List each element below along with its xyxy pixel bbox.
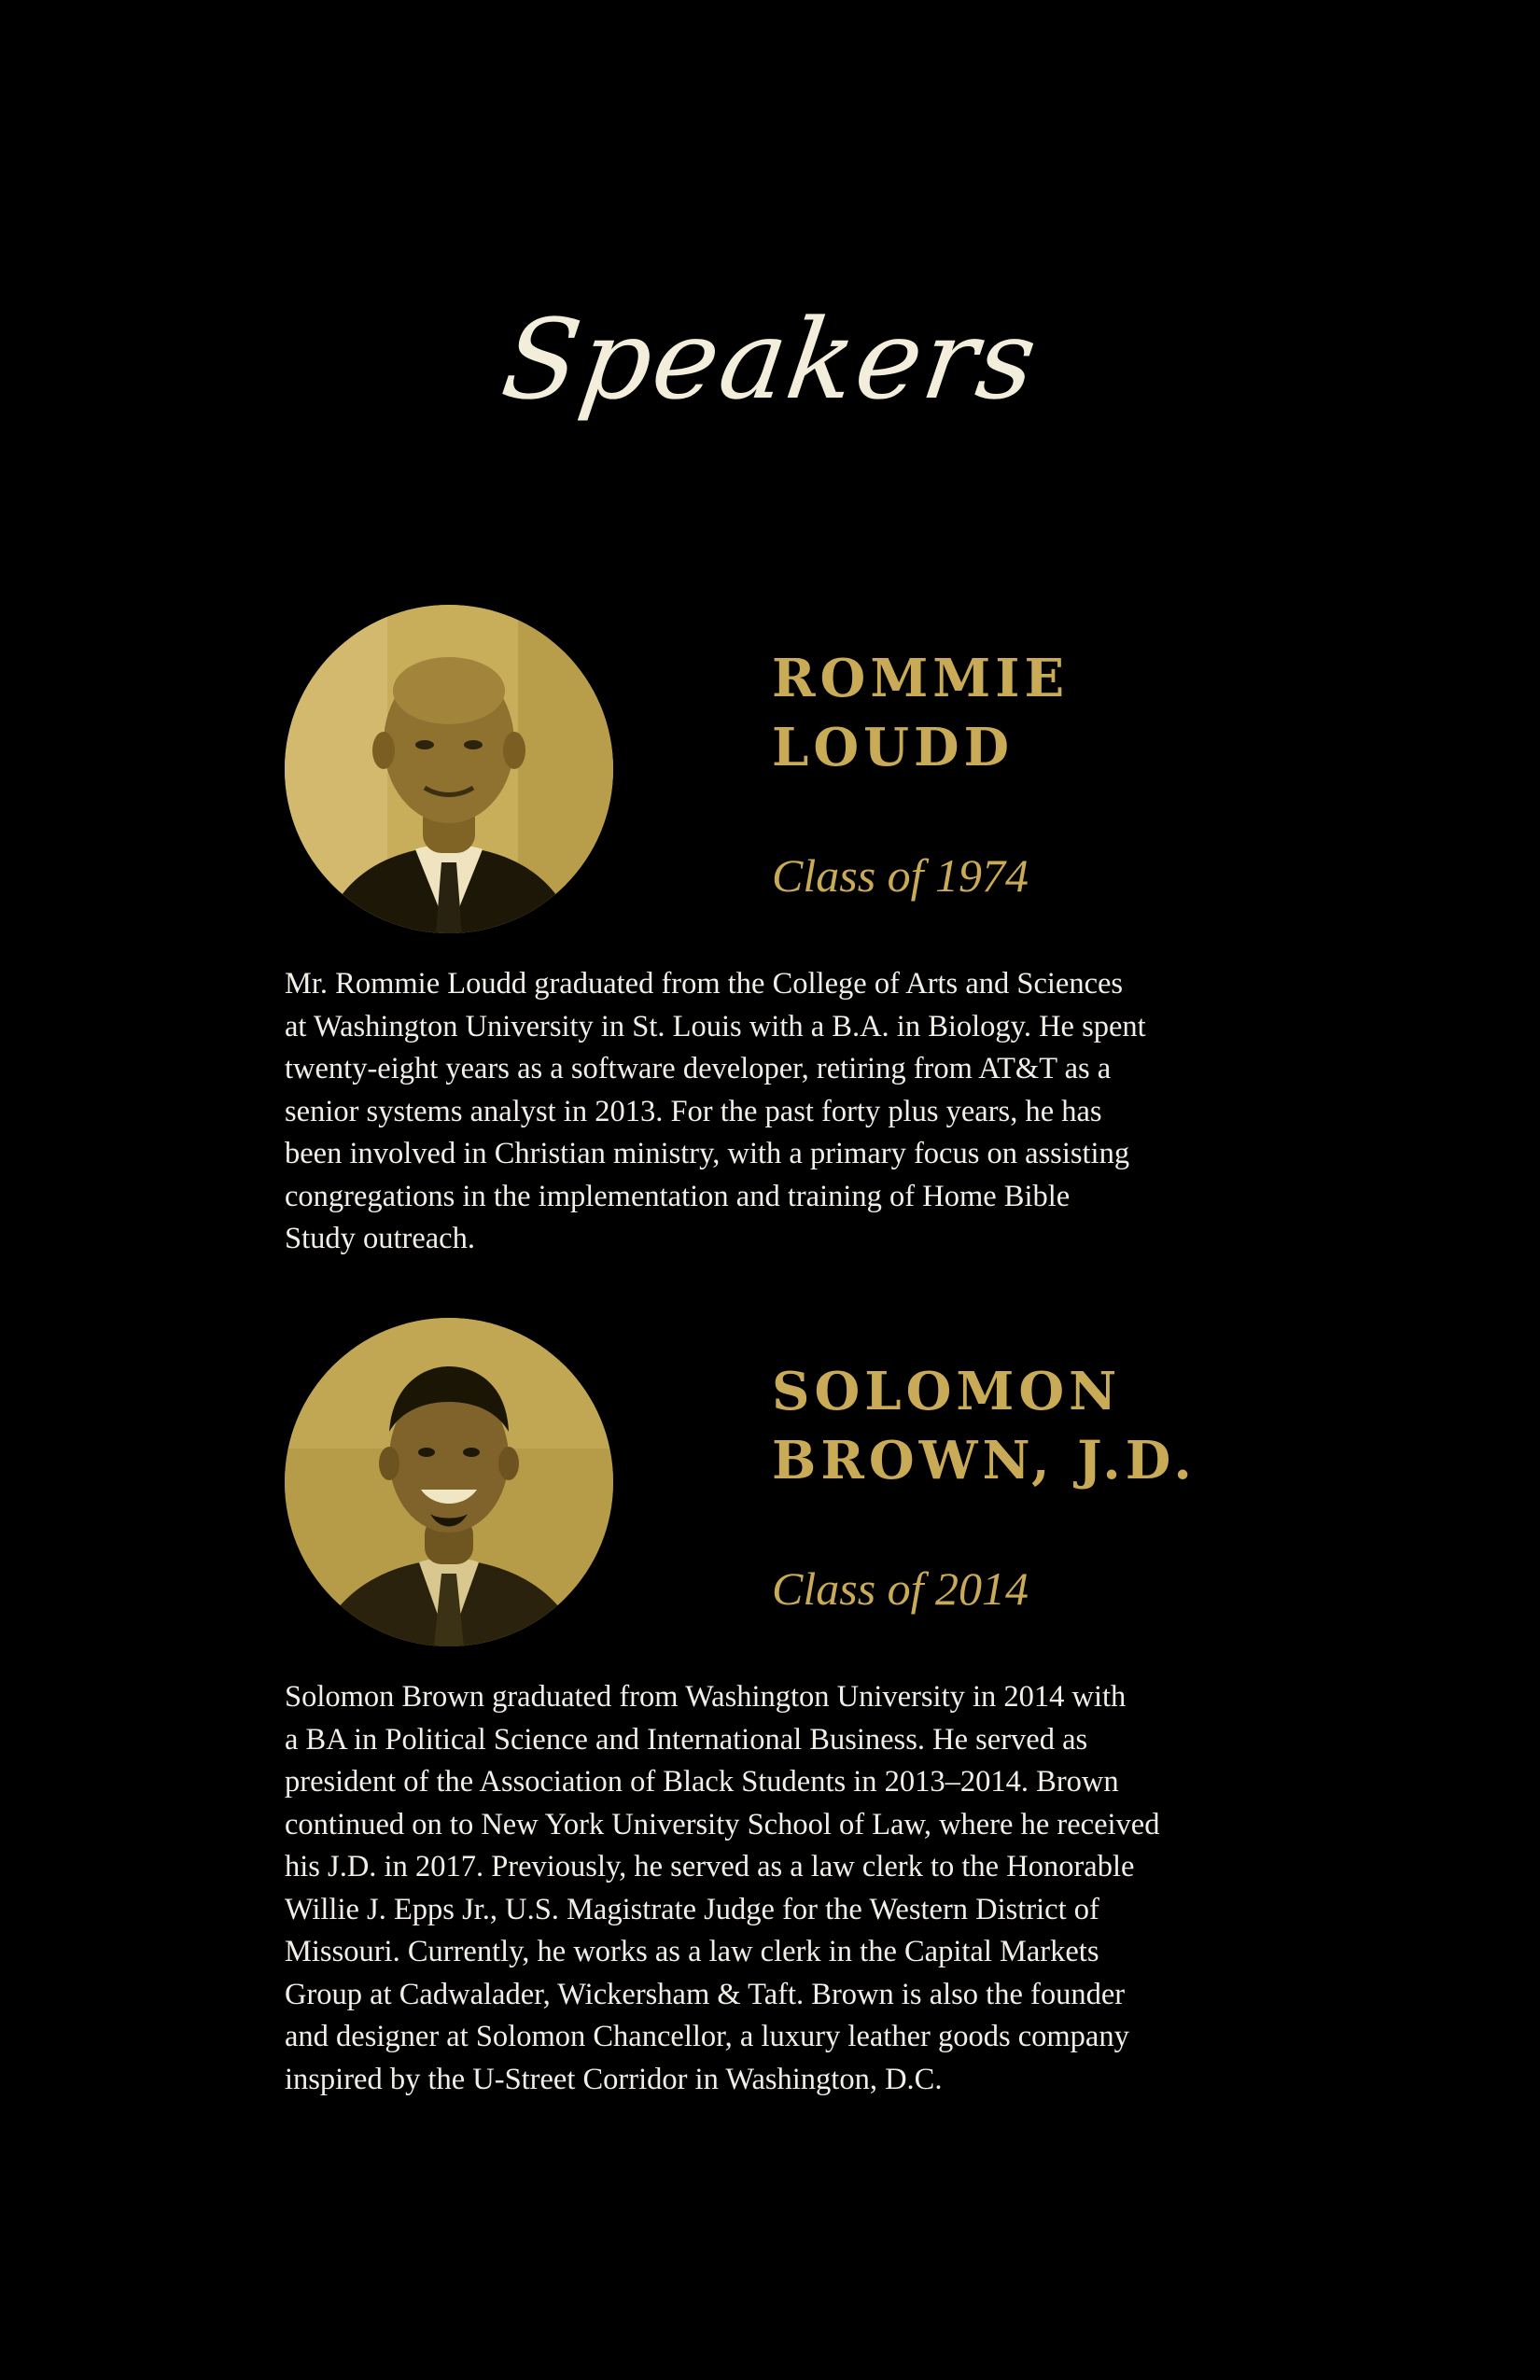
page-title: Speakers: [494, 295, 1046, 424]
bio-line: president of the Association of Black Students in 2013–2014. Brown: [285, 1765, 1119, 1799]
page-title-wrap: [0, 280, 1540, 448]
portrait-icon: [285, 605, 613, 933]
bio-line: been involved in Christian ministry, with a primary focus on assisting: [285, 1137, 1130, 1170]
bio-line: Missouri. Currently, he works as a law clerk in the Capital Markets: [285, 1935, 1099, 1968]
bio-line: twenty-eight years as a software developer, retiring from AT&T as a: [285, 1052, 1112, 1085]
speaker-name-line-2: BROWN, J.D.: [772, 1430, 1197, 1491]
bio-line: inspired by the U-Street Corridor in Washington, D.C.: [285, 2062, 943, 2096]
bio-line: Solomon Brown graduated from Washington University in 2014 with: [285, 1680, 1127, 1714]
portrait-icon: [285, 1318, 613, 1646]
speaker-name-line-1: ROMMIE: [772, 648, 1070, 709]
speaker-name: [772, 1357, 1257, 1495]
speaker-photo: [285, 1318, 613, 1646]
bio-line: Mr. Rommie Loudd graduated from the College of Arts and Sciences: [285, 967, 1124, 1001]
speaker-bio: [285, 963, 1255, 1261]
bio-line: congregations in the implementation and training of Home Bible: [285, 1179, 1071, 1213]
bio-line: at Washington University in St. Louis with a B.A. in Biology. He spent: [285, 1009, 1146, 1043]
speaker-class-year: Class of 1974: [772, 849, 1029, 902]
speaker-bio: [285, 1676, 1255, 2101]
speaker-name-line-1: SOLOMON: [772, 1361, 1122, 1422]
bio-line: continued on to New York University School of Law, where he received: [285, 1807, 1160, 1841]
bio-line: his J.D. in 2017. Previously, he served as a law clerk to the Honorable: [285, 1850, 1135, 1883]
bio-line: senior systems analyst in 2013. For the past forty plus years, he has: [285, 1094, 1102, 1128]
speaker-name-line-2: LOUDD: [772, 717, 1015, 778]
bio-line: and designer at Solomon Chancellor, a luxury leather goods company: [285, 2020, 1129, 2053]
speaker-photo: [285, 605, 613, 933]
bio-line: Study outreach.: [285, 1222, 475, 1255]
speaker-name: [772, 644, 1257, 782]
bio-line: Willie J. Epps Jr., U.S. Magistrate Judge for the Western District of: [285, 1892, 1099, 1926]
speaker-class-year: Class of 2014: [772, 1562, 1029, 1615]
bio-line: Group at Cadwalader, Wickersham & Taft. Brown is also the founder: [285, 1977, 1126, 2011]
bio-line: a BA in Political Science and International Business. He served as: [285, 1722, 1088, 1757]
